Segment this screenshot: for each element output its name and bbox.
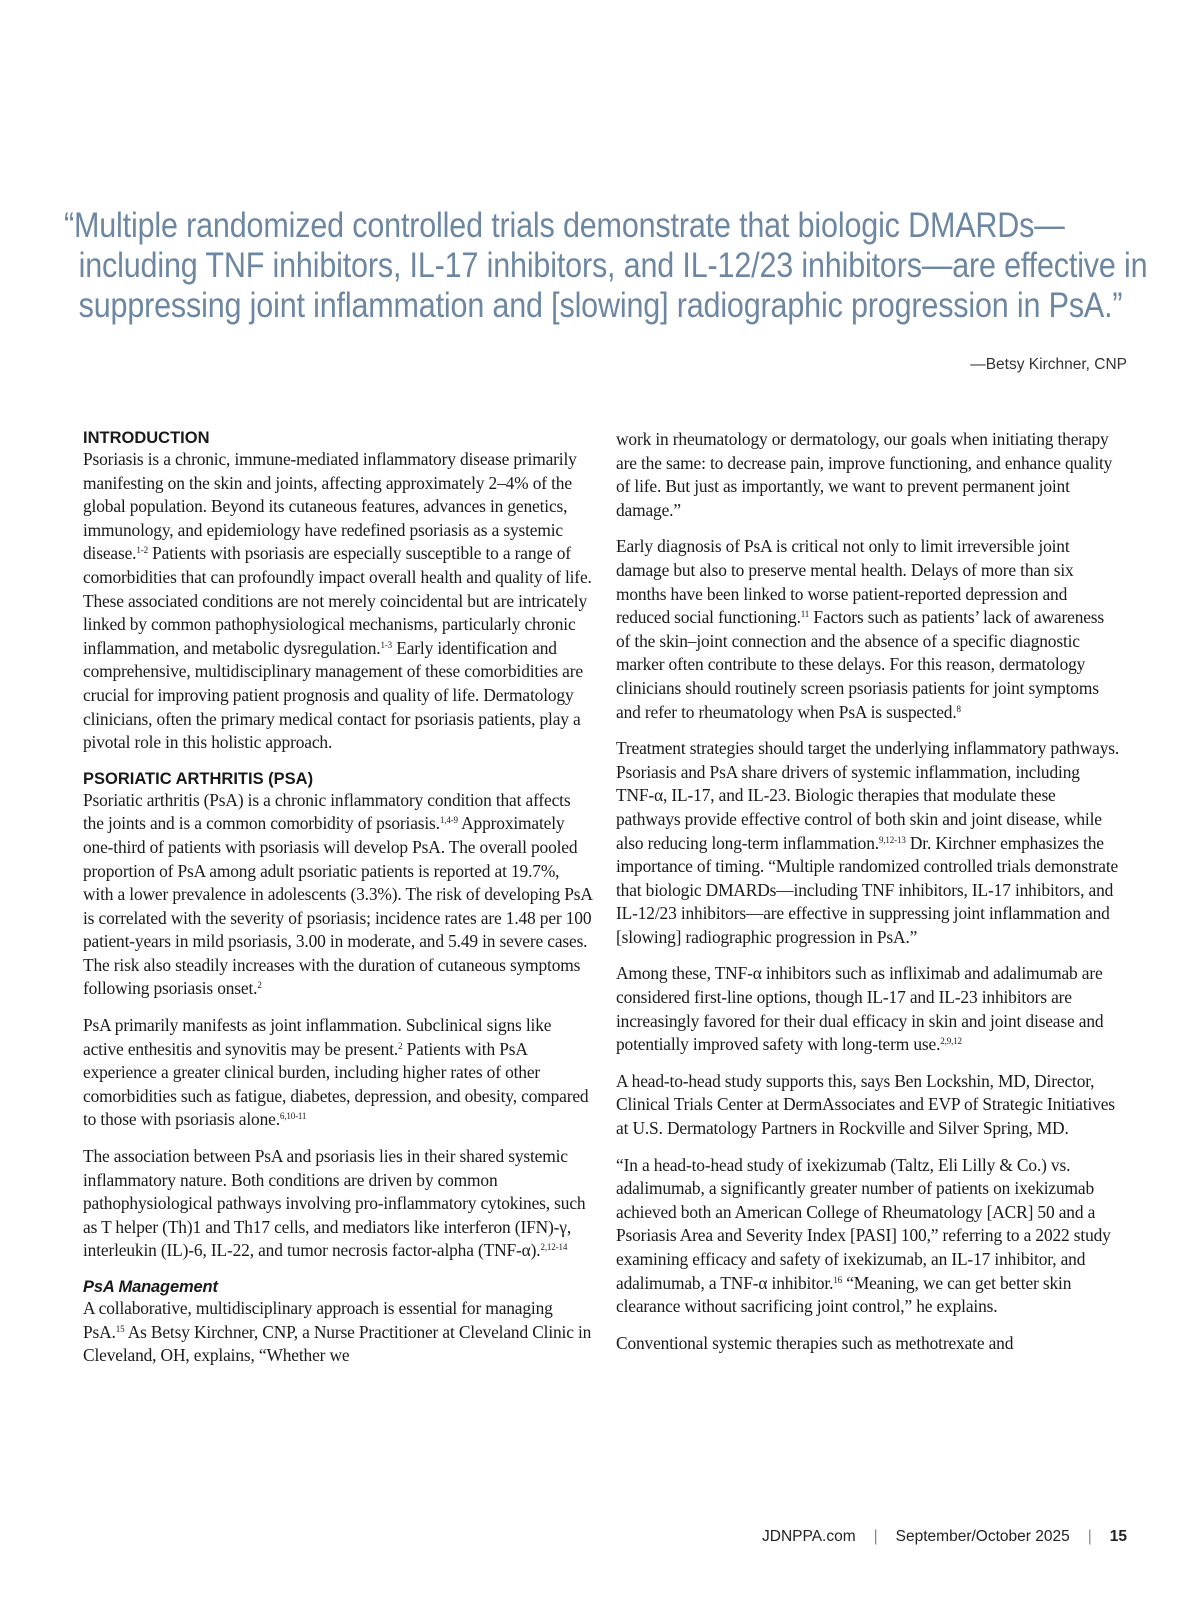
citation: 15	[115, 1323, 125, 1334]
psa-paragraph-2: PsA primarily manifests as joint inflammation. Subclinical signs like active enthesitis and synovitis may be present.$^2$ Patients with PsA experience a greater clinical burden, including higher rates of other comorbidities such as fatigue, diabetes, depression, and obesity, compared to those with psoriasis alone.$^{6,10-11}$	[83, 1015, 589, 1130]
right-paragraph-4: Among these, TNF-α inhibitors such as infliximab and adalimumab are considered first-line options, though IL-17 and IL-23 inhibitors are increasingly favored for their dual efficacy in skin and joint disease and potentially improved safety with long-term use.$^{2,9,12}$	[616, 963, 1104, 1055]
psa-management-paragraph: A collaborative, multidisciplinary approach is essential for managing PsA.$^{15}$ As Betsy Kirchner, CNP, a Nurse Practitioner at Cleveland Clinic in Cleveland, OH, explains, “Whether we	[83, 1298, 592, 1366]
page-footer	[762, 1528, 1127, 1546]
footer-site: JDNPPA.com	[762, 1528, 856, 1545]
intro-paragraph: Psoriasis is a chronic, immune-mediated inflammatory disease primarily manifesting on the skin and joints, affecting approximately 2–4% of the global population. Beyond its cutaneous features, advances in genetics, immunology, and epidemiology have redefined psoriasis as a systemic disease.$^{1-2}$ Patients with psoriasis are especially susceptible to a range of comorbidities that can profoundly impact overall health and quality of life. These associated conditions are not merely coincidental but are intricately linked by common pathophysiological mechanisms, particularly chronic inflammation, and metabolic dysregulation.$^{1-3}$ Early identification and comprehensive, multidisciplinary management of these comorbidities are crucial for improving patient prognosis and quality of life. Dermatology clinicians, often the primary medical contact for psoriasis patients, play a pivotal role in this holistic approach.	[83, 449, 592, 753]
citation: 16	[833, 1274, 843, 1285]
right-paragraph-2: Early diagnosis of PsA is critical not only to limit irreversible joint damage but also to preserve mental health. Delays of more than six months have been linked to worse patient-reported depression and reduced social functioning.$^{11}$ Factors such as patients’ lack of awareness of the skin–joint connection and the absence of a specific diagnostic marker often contribute to these delays. For this reason, dermatology clinicians should routinely screen psoriasis patients for joint symptoms and refer to rheumatology when PsA is suspected.$^8$	[616, 536, 1105, 722]
citation: 2	[398, 1040, 403, 1051]
footer-issue: September/October 2025	[895, 1528, 1070, 1545]
pull-quote-line-3: suppressing joint inflammation and [slowing] radiographic progression in PsA.”	[78, 285, 1123, 325]
citation: 1-3	[380, 639, 393, 650]
citation: 9,12-13	[878, 834, 906, 845]
right-paragraph-7: Conventional systemic therapies such as methotrexate and	[616, 1332, 1014, 1353]
citation: 2,12-14	[540, 1242, 568, 1253]
citation: 2,9,12	[940, 1036, 962, 1047]
right-paragraph-6: “In a head-to-head study of ixekizumab (Taltz, Eli Lilly & Co.) vs. adalimumab, a significantly greater number of patients on ixekizumab achieved both an American College of Rheumatology [ACR] 50 and a Psoriasis Area and Severity Index [PASI] 100,” referring to a 2022 study examining efficacy and safety of ixekizumab, an IL-17 inhibitor, and adalimumab, a TNF-α inhibitor.$^{16}$ “Meaning, we can get better skin clearance without sacrificing joint control,” he explains.	[616, 1154, 1111, 1317]
footer-divider: |	[873, 1528, 878, 1545]
right-paragraph-3: Treatment strategies should target the underlying inflammatory pathways. Psoriasis and PsA share drivers of systemic inflammation, including TNF-α, IL-17, and IL-23. Biologic therapies that modulate these pathways provide effective control of both skin and joint disease, while also reducing long-term inflammation.$^{9,12-13}$ Dr. Kirchner emphasizes the importance of timing. “Multiple randomized controlled trials demonstrate that biologic DMARDs—including TNF inhibitors, IL-17 inhibitors, and IL-12/23 inhibitors—are effective in suppressing joint inflammation and [slowing] radiographic progression in PsA.”	[616, 738, 1120, 947]
psoriatic-arthritis-heading: PSORIATIC ARTHRITIS (PSA)	[83, 769, 314, 788]
citation: 1-2	[136, 545, 148, 556]
right-paragraph-1: work in rheumatology or dermatology, our goals when initiating therapy are the same: to decrease pain, improve functioning, and enhance quality of life. But just as importantly, we want to prevent permanent joint damage.”	[616, 429, 1113, 520]
psa-paragraph-1: Psoriatic arthritis (PsA) is a chronic inflammatory condition that affects the joints and is a common comorbidity of psoriasis.$^{1,4-9}$ Approximately one-third of patients with psoriasis will develop PsA. The overall pooled proportion of PsA among adult psoriatic patients is reported at 19.7%, with a lower prevalence in adolescents (3.3%). The risk of developing PsA is correlated with the severity of psoriasis; incidence rates are 1.48 per 100 patient-years in mild psoriasis, 3.00 in moderate, and 5.49 in severe cases. The risk also steadily increases with the duration of cutaneous symptoms following psoriasis onset.$^2$	[83, 789, 592, 999]
footer-divider: |	[1087, 1528, 1092, 1545]
left-column	[83, 428, 593, 1381]
right-paragraph-5: A head-to-head study supports this, says Ben Lockshin, MD, Director, Clinical Trials Center at DermAssociates and EVP of Strategic Initiatives at U.S. Dermatology Partners in Rockville and Silver Spring, MD.	[616, 1070, 1115, 1139]
psa-paragraph-3: The association between PsA and psoriasis lies in their shared systemic inflammatory nature. Both conditions are driven by common pathophysiological pathways involving pro-inflammatory cytokines, such as T helper (Th)1 and Th17 cells, and mediators like interferon (IFN)-γ, interleukin (IL)-6, IL-22, and tumor necrosis factor-alpha (TNF-α).$^{2,12-14}$	[83, 1146, 586, 1261]
introduction-heading: INTRODUCTION	[83, 429, 210, 447]
citation: 11	[800, 609, 810, 620]
page-number: 15	[1109, 1528, 1127, 1545]
citation: 2	[257, 980, 262, 991]
pull-quote-line-1: “Multiple randomized controlled trials demonstrate that biologic DMARDs—	[64, 205, 1065, 245]
right-column	[616, 428, 1121, 1368]
psa-management-subheading: PsA Management	[83, 1278, 218, 1296]
citation: 8	[956, 703, 961, 714]
citation: 6,10-11	[279, 1111, 307, 1122]
pull-quote	[64, 205, 1148, 325]
pull-quote-attribution: —Betsy Kirchner, CNP	[970, 356, 1127, 373]
citation: 1,4-9	[439, 815, 458, 826]
pull-quote-line-2: including TNF inhibitors, IL-17 inhibitors, and IL-12/23 inhibitors—are effective in	[78, 245, 1148, 285]
